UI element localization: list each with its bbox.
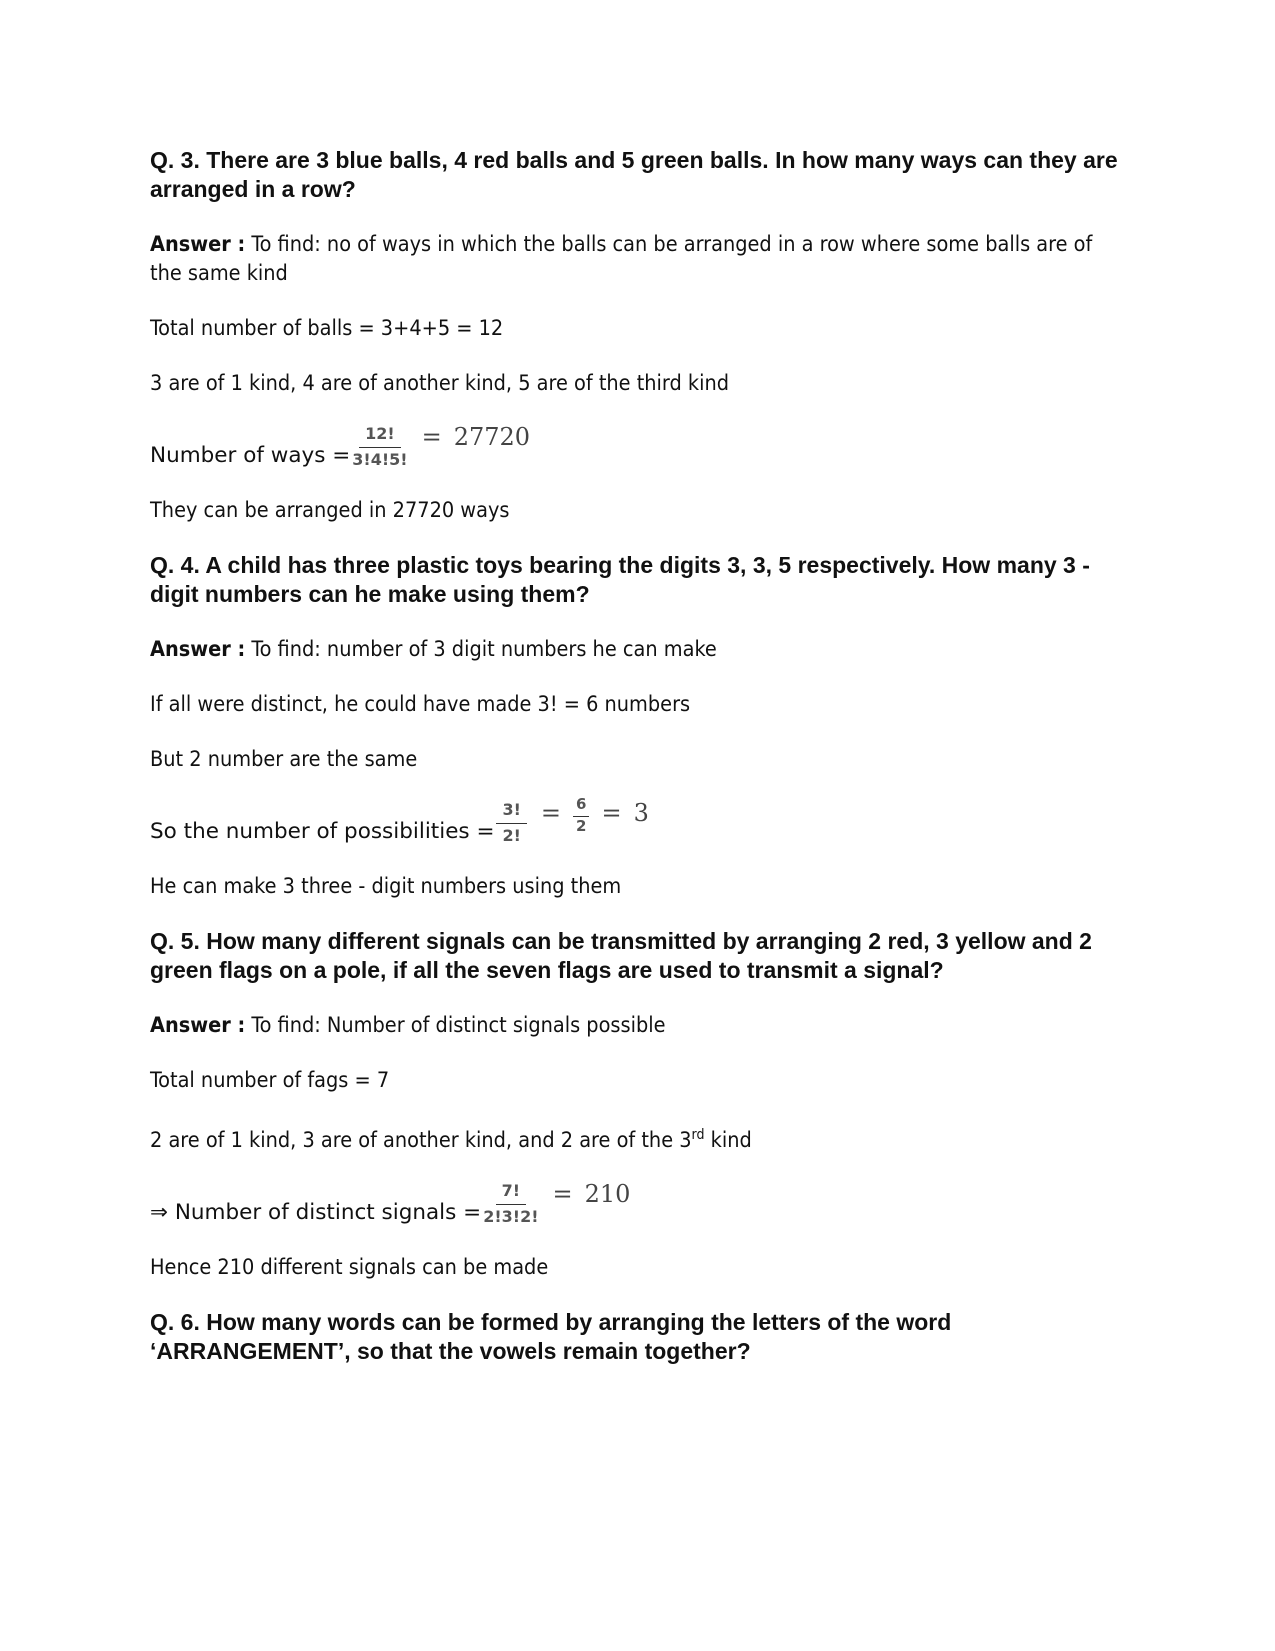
denominator: 2!	[502, 826, 521, 845]
fraction-1	[496, 800, 526, 846]
document-page	[150, 146, 1125, 1392]
numerator: 12!	[359, 424, 401, 448]
answer-text: To find: number of 3 digit numbers he can make	[245, 637, 717, 662]
question-6: Q. 6. How many words can be formed by arranging the letters of the word ‘ARRANGEMENT’, so that the vowels remain together?	[150, 1309, 952, 1365]
line-text-end: kind	[704, 1128, 752, 1154]
denominator: 3!4!5!	[352, 450, 408, 469]
q5-formula	[150, 1181, 1125, 1227]
denominator: 2	[576, 817, 587, 835]
q4-conclusion: He can make 3 three - digit numbers using them	[150, 874, 622, 899]
q5-conclusion: Hence 210 different signals can be made	[150, 1255, 549, 1281]
question-3: Q. 3. There are 3 blue balls, 4 red balls and 5 green balls. In how many ways can they are arranged in a row?	[150, 147, 1118, 202]
q5-line2	[150, 1121, 1125, 1155]
denominator: 2!3!2!	[483, 1207, 539, 1227]
q4-formula	[150, 795, 1125, 846]
answer-label: Answer :	[150, 637, 246, 662]
fraction-2	[573, 795, 589, 836]
answer-text: To find: Number of distinct signals possible	[245, 1013, 666, 1038]
answer-5	[150, 1011, 1125, 1040]
q3-formula	[150, 424, 1125, 470]
answer-label: Answer :	[150, 232, 246, 257]
formula-result: 3	[633, 799, 649, 827]
q3-line1: Total number of balls = 3+4+5 = 12	[150, 316, 504, 341]
fraction	[483, 1181, 538, 1227]
q4-line1: If all were distinct, he could have made 3! = 6 numbers	[150, 692, 691, 717]
line-text: 2 are of 1 kind, 3 are of another kind, and 2 are of the 3	[150, 1128, 692, 1154]
formula-label: So the number of possibilities =	[150, 819, 495, 844]
formula-label: ⇒ Number of distinct signals =	[150, 1200, 482, 1226]
q3-conclusion: They can be arranged in 27720 ways	[150, 498, 510, 523]
answer-label: Answer :	[150, 1013, 246, 1038]
equals-sign: =	[601, 799, 622, 827]
question-5: Q. 5. How many different signals can be transmitted by arranging 2 red, 3 yellow and 2 green flags on a pole, if all the seven flags are used to transmit a signal?	[150, 928, 1092, 983]
question-4: Q. 4. A child has three plastic toys bearing the digits 3, 3, 5 respectively. How many 3 - digit numbers can he make using them?	[150, 552, 1090, 607]
q5-line1: Total number of fags = 7	[150, 1068, 390, 1093]
answer-3	[150, 230, 1125, 288]
answer-text: To find: no of ways in which the balls can be arranged in a row where some balls are of the same kind	[150, 232, 1093, 286]
equals-sign: =	[421, 423, 442, 451]
formula-label: Number of ways =	[150, 443, 351, 468]
equals-sign: =	[552, 1180, 573, 1209]
formula-result: 210	[584, 1180, 631, 1209]
fraction	[352, 424, 407, 470]
q4-line2: But 2 number are the same	[150, 747, 418, 772]
numerator: 3!	[496, 800, 526, 824]
numerator: 6	[573, 795, 589, 817]
ordinal-suffix: rd	[691, 1127, 705, 1143]
q3-line2: 3 are of 1 kind, 4 are of another kind, 5 are of the third kind	[150, 371, 730, 396]
numerator: 7!	[496, 1181, 526, 1205]
formula-result: 27720	[453, 423, 531, 451]
equals-sign: =	[540, 799, 562, 827]
answer-4	[150, 635, 1125, 664]
